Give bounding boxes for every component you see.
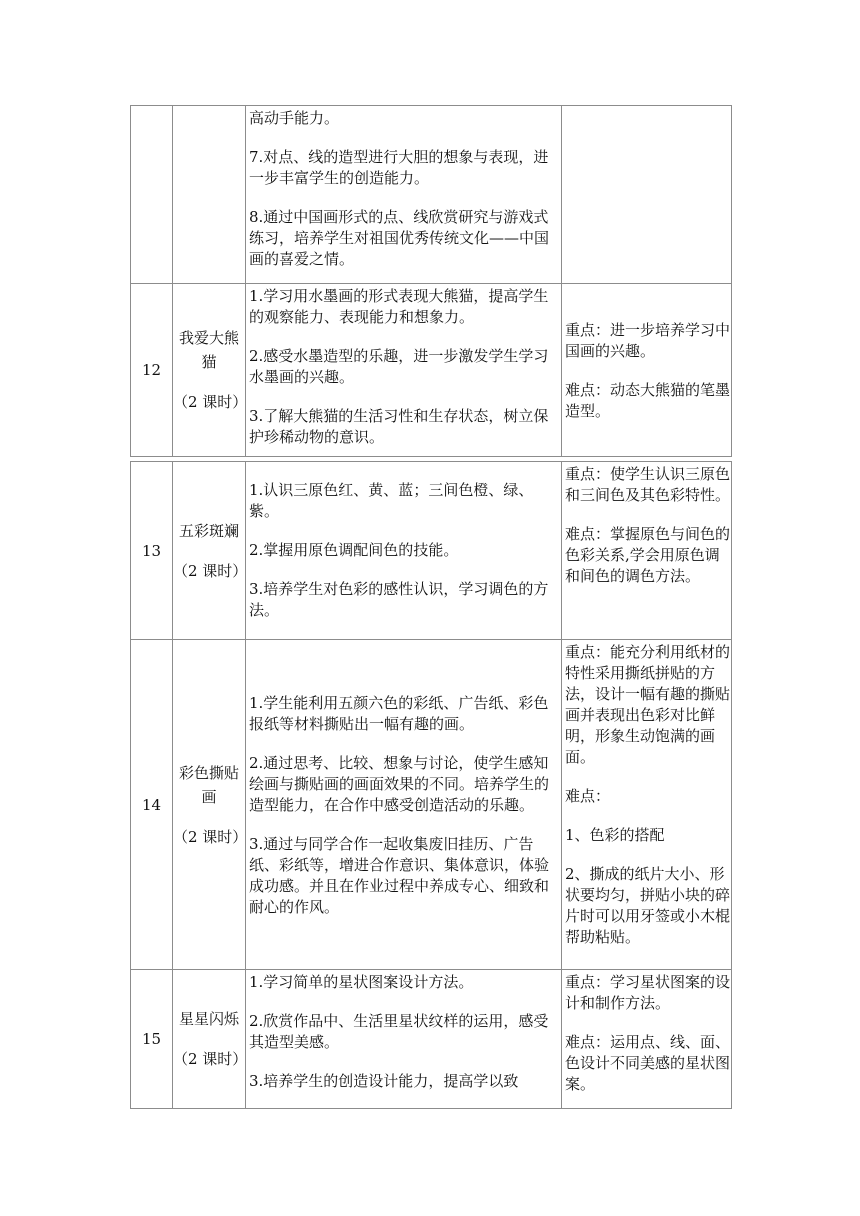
table-row: [131, 640, 732, 970]
focus-text: 难点：掌握原色与间色的色彩关系,学会用原色调和间色的调色方法。: [565, 525, 731, 585]
objective-text: 2.欣赏作品中、生活里星状纹样的运用，感受其造型美感。: [249, 1012, 549, 1051]
objective-text: 1.认识三原色红、黄、蓝；三间色橙、绿、紫。: [249, 481, 534, 520]
objective-text: 8.通过中国画形式的点、线欣赏研究与游戏式练习，培养学生对祖国优秀传统文化——中国画的喜爱之情。: [249, 208, 550, 268]
lesson-focus: [562, 640, 732, 970]
table-row: [131, 106, 732, 284]
objective-text: 2.掌握用原色调配间色的技能。: [249, 541, 459, 559]
lesson-hours: （2 课时）: [173, 393, 248, 411]
lesson-objectives: [246, 106, 562, 284]
focus-text: 重点：学习星状图案的设计和制作方法。: [565, 973, 731, 1012]
focus-text: 难点：: [565, 787, 611, 805]
lesson-focus: [562, 106, 732, 284]
objective-text: 2.感受水墨造型的乐趣，进一步激发学生学习水墨画的兴趣。: [249, 347, 549, 386]
lesson-title-cell: [173, 284, 246, 457]
objective-text: 高动手能力。: [249, 109, 340, 127]
lesson-title: 五彩斑斓: [178, 521, 239, 540]
objective-text: 3.了解大熊猫的生活习性和生存状态，树立保护珍稀动物的意识。: [249, 407, 549, 446]
objective-text: 1.学习用水墨画的形式表现大熊猫，提高学生的观察能力、表现能力和想象力。: [249, 287, 549, 326]
lesson-objectives: [246, 284, 562, 457]
objective-text: 1.学生能利用五颜六色的彩纸、广告纸、彩色报纸等材料撕贴出一幅有趣的画。: [249, 694, 549, 733]
table-row: [131, 284, 732, 457]
lesson-title: 彩色撕贴画: [178, 763, 239, 806]
lesson-number: 13: [131, 462, 173, 640]
focus-text: 难点：动态大熊猫的笔墨造型。: [565, 381, 731, 420]
focus-text: 1、色彩的搭配: [565, 826, 665, 844]
lesson-hours: （2 课时）: [173, 1050, 248, 1068]
objective-text: 2.通过思考、比较、想象与讨论，使学生感知绘画与撕贴画的画面效果的不同。培养学生的造型能力，在合作中感受创造活动的乐趣。: [249, 754, 550, 814]
lesson-title: 星星闪烁: [178, 1010, 239, 1028]
objective-text: 1.学习简单的星状图案设计方法。: [249, 973, 474, 991]
objective-text: 3.通过与同学合作一起收集废旧挂历、广告纸、彩纸等，增进合作意识、集体意识，体验成功感。并且在作业过程中养成专心、细致和耐心的作风。: [249, 835, 550, 916]
focus-text: 2、撕成的纸片大小、形状要均匀，拼贴小块的碎片时可以用牙签或小木棍帮助粘贴。: [565, 865, 731, 946]
focus-text: 重点：进一步培养学习中国画的兴趣。: [565, 321, 731, 360]
lesson-objectives: [246, 640, 562, 970]
objective-text: 3.培养学生的创造设计能力，提高学以致: [249, 1072, 519, 1090]
lesson-title: [173, 106, 246, 284]
focus-text: 重点：能充分利用纸材的特性采用撕纸拼贴的方法，设计一幅有趣的撕贴画并表现出色彩对比鲜明，形象生动饱满的画面。: [565, 643, 731, 766]
lesson-objectives: [246, 462, 562, 640]
lesson-objectives: [246, 970, 562, 1109]
lesson-number: 14: [131, 640, 173, 970]
table-row: [131, 970, 732, 1109]
objective-text: 3.培养学生对色彩的感性认识，学习调色的方法。: [249, 580, 549, 619]
lesson-number: [131, 106, 173, 284]
lesson-hours: （2 课时）: [173, 827, 248, 846]
lesson-focus: [562, 462, 732, 640]
lesson-title-cell: [173, 970, 246, 1109]
table-row: [131, 462, 732, 640]
lesson-title-cell: [173, 462, 246, 640]
focus-text: 难点：运用点、线、面、色设计不同美感的星状图案。: [565, 1033, 731, 1093]
lesson-number: 12: [131, 284, 173, 457]
lesson-focus: [562, 970, 732, 1109]
focus-text: 重点：使学生认识三原色和三间色及其色彩特性。: [565, 465, 731, 504]
lesson-title: 我爱大熊猫: [178, 329, 239, 371]
lesson-title-cell: [173, 640, 246, 970]
lesson-table-part-1: [130, 105, 732, 457]
lesson-number: 15: [131, 970, 173, 1109]
objective-text: 7.对点、线的造型进行大胆的想象与表现，进一步丰富学生的创造能力。: [249, 148, 549, 187]
lesson-hours: （2 课时）: [173, 561, 248, 580]
lesson-focus: [562, 284, 732, 457]
lesson-table-part-2: [130, 461, 732, 1109]
